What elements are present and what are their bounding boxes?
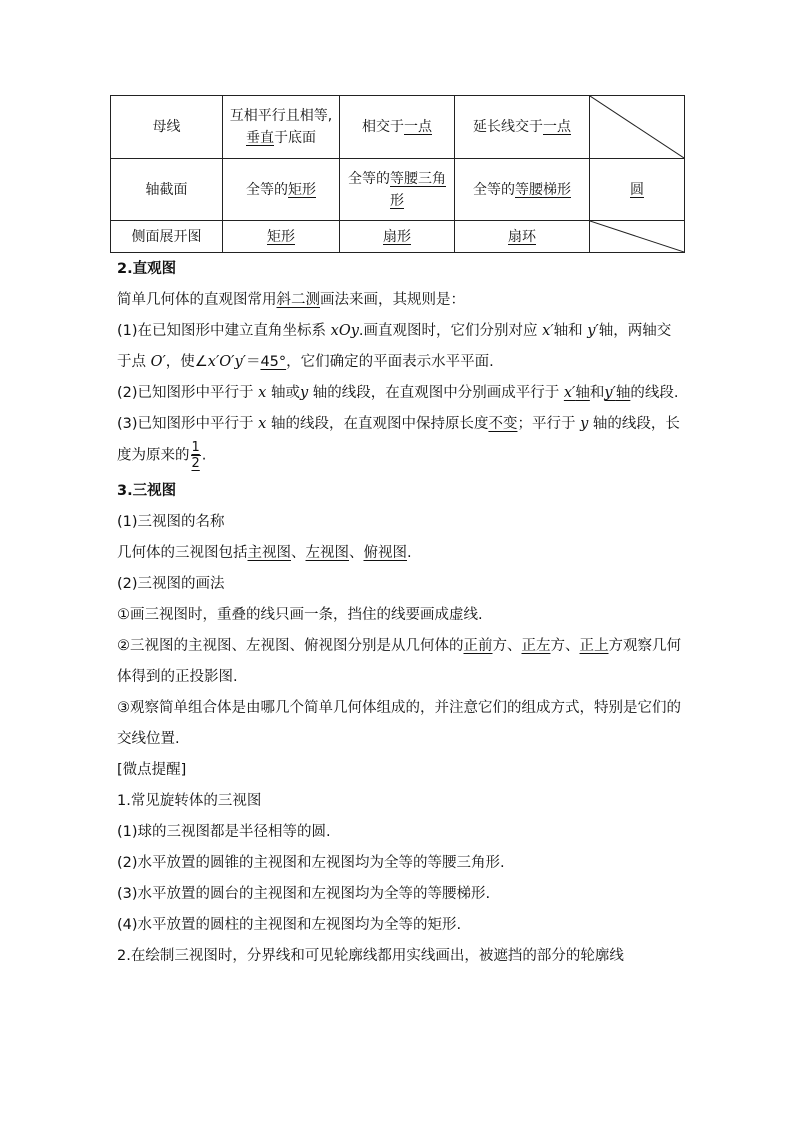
section-heading-three-views: 3.三视图: [117, 482, 177, 499]
frustum-cell: 延长线交于一点: [455, 96, 590, 159]
cone-cell: 相交于一点: [340, 96, 455, 159]
diagonal-slash: [590, 221, 684, 252]
section-heading-intuitive-drawing: 2.直观图: [117, 261, 177, 277]
rule-1: (1)在已知图形中建立直角坐标系 xOy.画直观图时，它们分别对应 x′轴和 y′轴，两轴交于点 O′，使∠x′O′y′＝45°，它们确定的平面表示水平平面.: [117, 323, 672, 370]
table-row-axial-section: [111, 159, 685, 221]
row-label: 轴截面: [111, 159, 223, 221]
cylinder-cell: 矩形: [223, 221, 340, 253]
tip-1-title: 1.常见旋转体的三视图: [117, 792, 262, 809]
tip-item: (3)水平放置的圆台的主视图和左视图均为全等的等腰梯形.: [117, 885, 491, 902]
cone-cell: 全等的等腰三角形: [340, 159, 455, 221]
frustum-cell: 扇环: [455, 221, 590, 253]
solid-properties-table: [110, 95, 685, 253]
method-1: ①画三视图时，重叠的线只画一条，挡住的线要画成虚线.: [117, 606, 483, 623]
paragraph: 几何体的三视图包括主视图、左视图、俯视图.: [117, 544, 412, 561]
rule-3: (3)已知图形中平行于 x 轴的线段，在直观图中保持原长度不变；平行于 y 轴的线段，长度为原来的 $\frac{1}{2}$ .: [117, 416, 680, 471]
document-body: [117, 254, 685, 972]
diagonal-slash: [590, 96, 684, 158]
tip-item: (2)水平放置的圆锥的主视图和左视图均为全等的等腰三角形.: [117, 854, 505, 871]
fraction-one-half: $\frac{1}{2}$: [191, 440, 200, 471]
rule-2: (2)已知图形中平行于 x 轴或y 轴的线段，在直观图中分别画成平行于 x′轴和y′轴的线段.: [117, 385, 679, 401]
row-label: 母线: [111, 96, 223, 159]
cylinder-cell: 全等的矩形: [223, 159, 340, 221]
table-row-generatrix: [111, 96, 685, 159]
method-3: ③观察简单组合体是由哪几个简单几何体组成的，并注意它们的组成方式，特别是它们的交线位置.: [117, 699, 681, 747]
row-label: 侧面展开图: [111, 221, 223, 253]
cylinder-cell: 互相平行且相等,垂直于底面: [223, 96, 340, 159]
table-row-lateral-development: [111, 221, 685, 253]
subheading: (1)三视图的名称: [117, 513, 225, 530]
frustum-cell: 全等的等腰梯形: [455, 159, 590, 221]
subheading: (2)三视图的画法: [117, 575, 225, 592]
cone-cell: 扇形: [340, 221, 455, 253]
sphere-cell: 圆: [590, 159, 685, 221]
method-2: ②三视图的主视图、左视图、俯视图分别是从几何体的正前方、正左方、正上方观察几何体得到的正投影图.: [117, 637, 681, 685]
paragraph: 简单几何体的直观图常用斜二测画法来画，其规则是：: [117, 292, 465, 308]
tips-heading: [微点提醒]: [117, 761, 187, 778]
empty-slash-cell: [590, 221, 685, 253]
tip-item: (1)球的三视图都是半径相等的圆.: [117, 823, 331, 840]
tip-2: 2.在绘制三视图时，分界线和可见轮廓线都用实线画出，被遮挡的部分的轮廓线: [117, 947, 624, 964]
tip-item: (4)水平放置的圆柱的主视图和左视图均为全等的矩形.: [117, 916, 462, 933]
empty-slash-cell: [590, 96, 685, 159]
